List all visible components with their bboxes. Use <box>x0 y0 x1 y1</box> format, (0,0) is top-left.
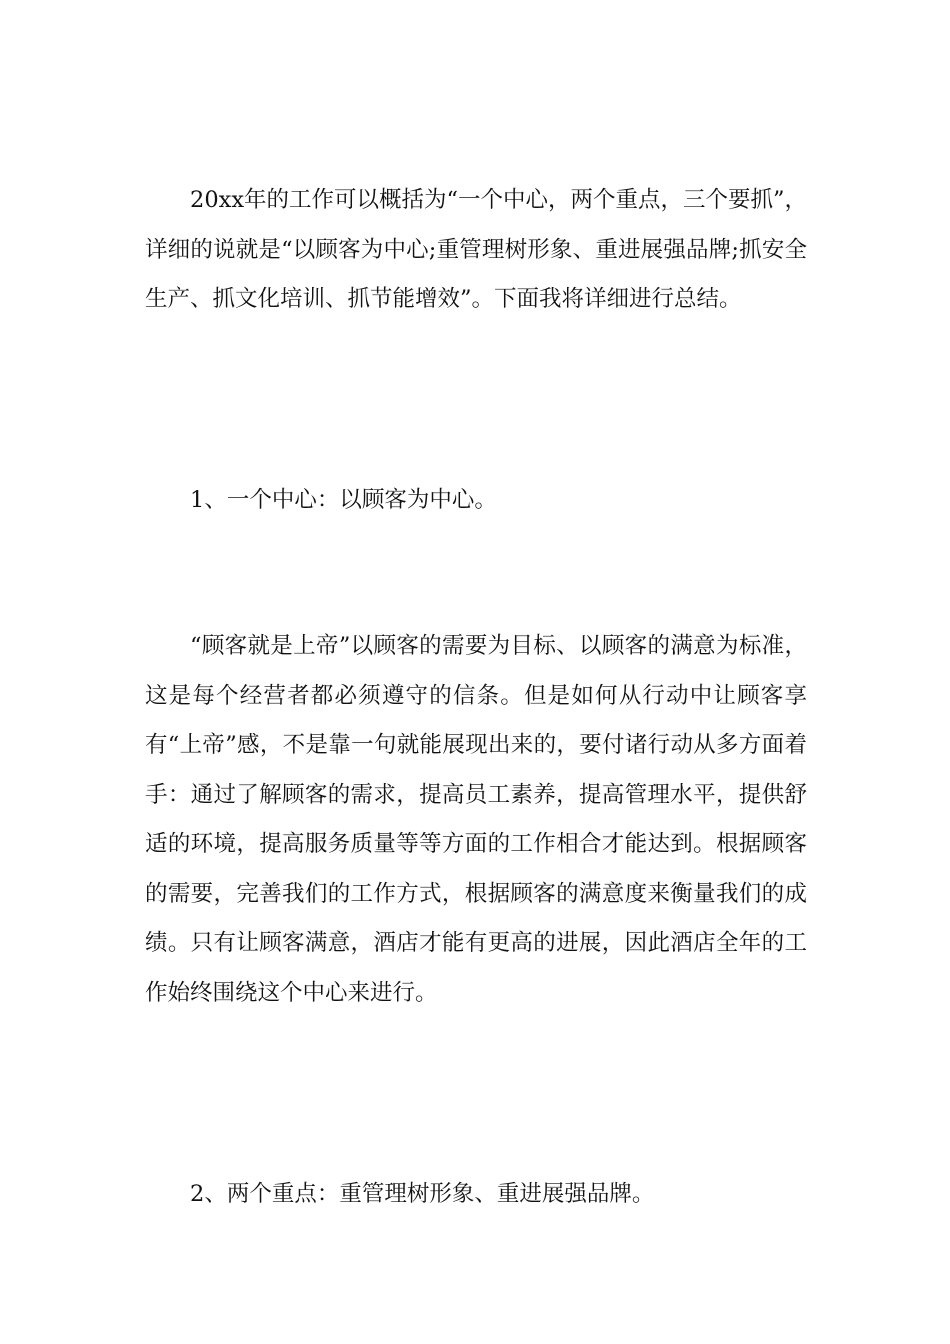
section-heading-two-focus: 2、两个重点：重管理树形象、重进展强品牌。 <box>190 1181 655 1207</box>
intro-paragraph: 20xx年的工作可以概括为“一个中心，两个重点，三个要抓”，详细的说就是“以顾客为中心;重管理树形象、重进展强品牌;抓安全生产、抓文化培训、抓节能增效”。下面我将详细进行总结。 <box>145 187 808 312</box>
section-heading-one-center: 1、一个中心：以顾客为中心。 <box>190 487 497 513</box>
customer-paragraph: “顾客就是上帝”以顾客的需要为目标、以顾客的满意为标准，这是每个经营者都必须遵守的信条。但是如何从行动中让顾客享有“上帝”感，不是靠一句就能展现出来的，要付诸行动从多方面着手：通过了解顾客的需求，提高员工素养，提高管理水平，提供舒适的环境，提高服务质量等等方面的工作相合才能达到。根据顾客的需要，完善我们的工作方式，根据顾客的满意度来衡量我们的成绩。只有让顾客满意，酒店才能有更高的进展，因此酒店全年的工作始终围绕这个中心来进行。 <box>145 633 807 1006</box>
